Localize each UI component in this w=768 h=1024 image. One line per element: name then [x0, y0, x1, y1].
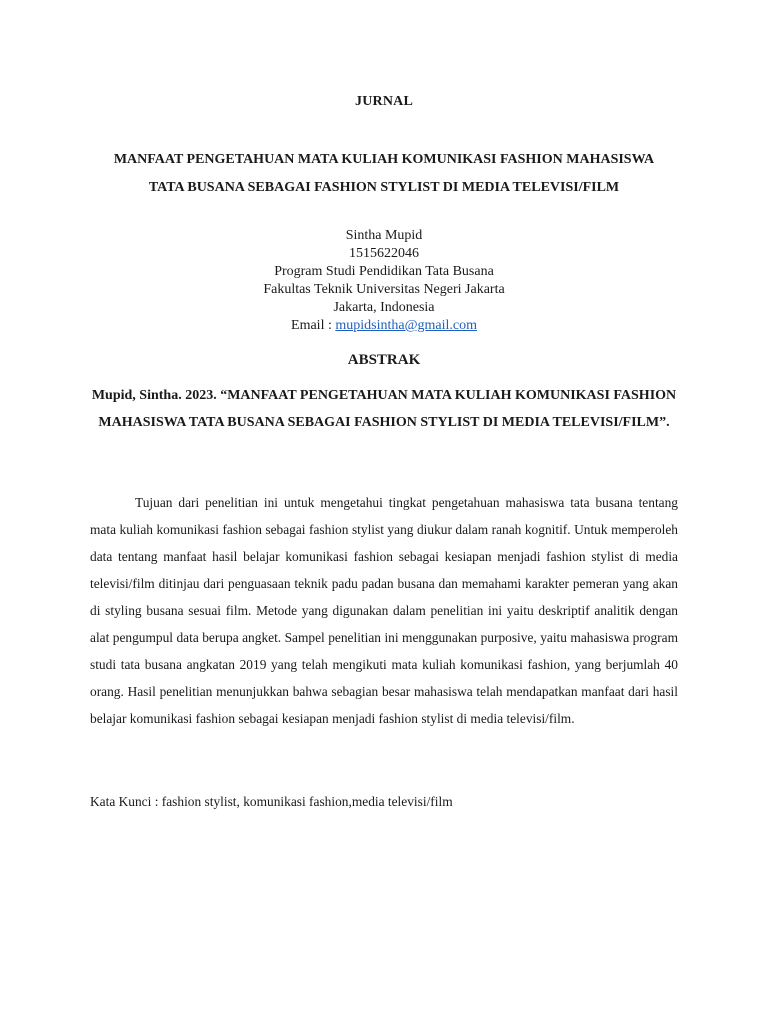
email-label: Email :	[291, 318, 336, 333]
paper-title-line-2: TATA BUSANA SEBAGAI FASHION STYLIST DI MEDIA TELEVISI/FILM	[148, 180, 620, 195]
paper-title	[80, 146, 688, 202]
email-link[interactable]: mupidsintha@gmail.com	[335, 318, 477, 333]
author-name: Sintha Mupid	[345, 228, 423, 243]
author-location: Jakarta, Indonesia	[333, 300, 435, 315]
author-program: Program Studi Pendidikan Tata Busana	[274, 264, 494, 279]
abstract-heading: ABSTRAK	[347, 352, 421, 368]
abstract-body	[90, 489, 678, 732]
abstract-text: Tujuan dari penelitian ini untuk mengetahui tingkat pengetahuan mahasiswa tata busana tentang mata kuliah komunikasi fashion sebagai fashion stylist yang diukur dalam ranah kognitif. Untuk memperoleh data tentang manfaat hasil belajar komunikasi fashion sebagai kesiapan menjadi fashion stylist di media televisi/film ditinjau dari penguasaan teknik padu padan busana dan memahami karakter pemeran yang akan di styling busana sesuai film. Metode yang digunakan dalam penelitian ini yaitu deskriptif analitik dengan alat pengumpul data berupa angket. Sampel penelitian ini menggunakan purposive, yaitu mahasiswa program studi tata busana angkatan 2019 yang telah mengikuti mata kuliah komunikasi fashion, yang berjumlah 40 orang. Hasil penelitian menunjukkan bahwa sebagian besar mahasiswa telah mendapatkan manfaat dari hasil belajar komunikasi fashion sebagai kesiapan menjadi fashion stylist di media televisi/film.	[90, 495, 678, 726]
author-block	[0, 227, 768, 335]
citation: Mupid, Sintha. 2023. “MANFAAT PENGETAHUAN MATA KULIAH KOMUNIKASI FASHION MAHASISWA TATA BUSANA SEBAGAI FASHION STYLIST DI MEDIA TELEVISI/FILM”.	[91, 388, 677, 430]
journal-label: JURNAL	[355, 94, 413, 109]
keywords: Kata Kunci : fashion stylist, komunikasi fashion,media televisi/film	[90, 794, 453, 809]
author-id: 1515622046	[349, 246, 419, 261]
paper-title-line-1: MANFAAT PENGETAHUAN MATA KULIAH KOMUNIKASI FASHION MAHASISWA	[113, 152, 655, 167]
author-faculty: Fakultas Teknik Universitas Negeri Jakarta	[263, 282, 505, 297]
author-email-line	[0, 317, 768, 335]
